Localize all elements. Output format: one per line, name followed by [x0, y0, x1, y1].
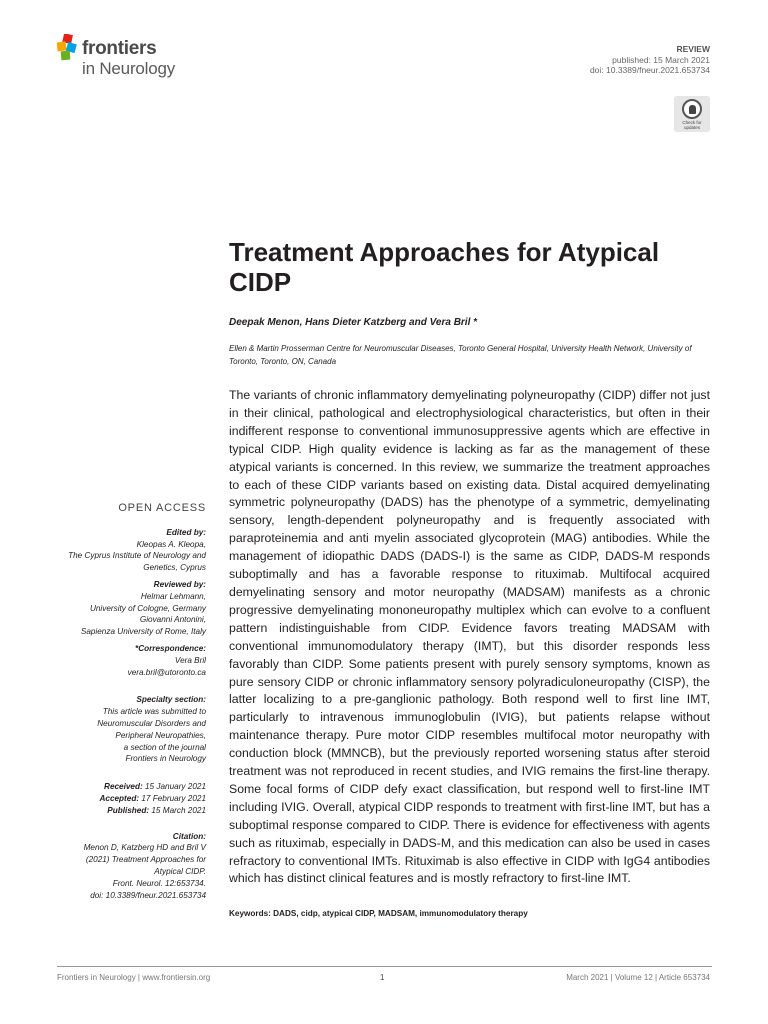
article-authors: Deepak Menon, Hans Dieter Katzberg and Vera Bril *: [229, 317, 478, 328]
frontiers-logo-icon: [57, 34, 79, 62]
specialty-label: Specialty section:: [136, 695, 206, 705]
journal-logo: [57, 32, 207, 80]
article-title: Treatment Approaches for Atypical CIDP: [229, 237, 660, 297]
sidebar-published-date: 15 March 2021: [151, 805, 206, 815]
footer-journal-link[interactable]: Frontiers in Neurology | www.frontiersin.org: [57, 973, 211, 982]
correspondence-label: *Correspondence:: [135, 643, 206, 653]
reviewed-by-section: Reviewed by: Helmar Lehmann, University of Cologne, Germany Giovanni Antonini, Sapienza University of Rome, Italy: [40, 579, 206, 638]
published-date: published: 15 March 2021: [612, 54, 710, 65]
correspondence-email[interactable]: vera.bril@utoronto.ca: [127, 667, 206, 677]
footer-divider: [57, 966, 712, 967]
accepted-date: 17 February 2021: [141, 793, 206, 803]
citation-section: Citation: Menon D, Katzberg HD and Bril V (2021) Treatment Approaches for Atypical CIDP. Front. Neurol. 12:653734. doi: 10.3389/fneur.2021.653734: [40, 831, 206, 902]
keywords-label: Keywords:: [229, 909, 271, 918]
open-access-label: OPEN ACCESS: [118, 502, 206, 514]
article-sidebar: [40, 503, 206, 906]
journal-subtitle: in Neurology: [82, 59, 176, 78]
edited-by-label: Edited by:: [166, 527, 206, 537]
dates-section: Received: 15 January 2021 Accepted: 17 February 2021 Published: 15 March 2021: [99, 782, 206, 815]
article-doi[interactable]: doi: 10.3389/fneur.2021.653734: [589, 65, 710, 75]
footer-issue-info: March 2021 | Volume 12 | Article 653734: [566, 973, 710, 982]
journal-brand: frontiers: [82, 38, 157, 59]
page-number: 1: [380, 973, 385, 982]
keywords: [229, 909, 528, 918]
received-date: 15 January 2021: [145, 782, 206, 792]
specialty-section: Specialty section: This article was submitted to Neuromuscular Disorders and Peripheral Neuropathies, a section of the journal Frontiers in Neurology: [40, 694, 206, 765]
article-type: REVIEW: [676, 44, 710, 54]
check-for-updates-badge[interactable]: Check for updates: [674, 96, 710, 132]
edited-by-section: Edited by: Kleopas A. Kleopa, The Cyprus Institute of Neurology and Genetics, Cyprus: [40, 527, 206, 574]
citation-label: Citation:: [172, 831, 206, 841]
keywords-list: DADS, cidp, atypical CIDP, MADSAM, immunomodulatory therapy: [273, 909, 528, 918]
correspondence-section: *Correspondence: Vera Bril vera.bril@utoronto.ca: [40, 643, 206, 678]
article-header-info: [590, 44, 710, 76]
author-affiliation: Ellen & Martin Prosserman Centre for Neuromuscular Diseases, Toronto General Hospital, University Health Network, University of Toronto, Toronto, ON, Canada: [229, 344, 692, 366]
reviewed-by-label: Reviewed by:: [153, 579, 206, 589]
crossmark-icon: [682, 99, 702, 119]
abstract: The variants of chronic inflammatory demyelinating polyneuropathy (CIDP) differ not just in their clinical, pathological and electrophysiological characteristics, but often in their indifferent response to conventional immunosuppressive agents which are effective in typical CIDP. High quality evidence is lacking as far as the management of these atypical variants is concerned. In this review, we summarize the treatment approaches to each of these CIDP variants based on existing data. Distal acquired demyelinating symmetric polyneuropathy (DADS) has the phenotype of a symmetric, demyelinating sensory, length-dependent polyneuropathy and is frequently associated with paraproteinemia and anti myelin associated glycoprotein (MAG) antibodies. While the management of idiopathic DADS (DADS-I) is the same as CIDP, DADS-M responds suboptimally and has a favorable response to rituximab. Multifocal acquired demyelinating sensory and motor neuropathy (MADSAM) manifests as a chronic progressive demyelinating mononeuropathy multiplex which can evolve to a confluent pattern indistinguishable from CIDP. Evidence favors treating MADSAM with conventional immunomodulatory therapy (IMT), but this disorder responds less favorably than CIDP. Some patients present with purely sensory symptoms, known as pure sensory CIDP or chronic inflammatory sensory polyradiculoneuropathy (CISP), the latter localizing to a pre-ganglionic pathology. Both respond well to first line IMT, particularly to intravenous immunoglobulin (IVIG), but patients relapse without maintenance therapy. Pure motor CIDP resembles multifocal motor neuropathy with conduction block (MMNCB), but the previously reported worsening status after steroid treatment was not reproduced in recent studies, and IVIG remains the first-line therapy. Some focal forms of CIDP defy exact classification, but respond well to first-line IMT including IVIG. Overall, atypical CIDP responds to treatment with first-line IMT, but has a suboptimal response compared to CIDP. There is evidence for effectiveness with agents such as rituximab, especially in DADS-M, and this medication can also be used in cases refractory to conventional IMTs. Rituximab is also effective in CIDP with IgG4 antibodies which has distinct clinical features and is mostly refractory to first-line IMT.: [229, 388, 710, 886]
citation-doi[interactable]: doi: 10.3389/fneur.2021.653734: [90, 890, 206, 900]
